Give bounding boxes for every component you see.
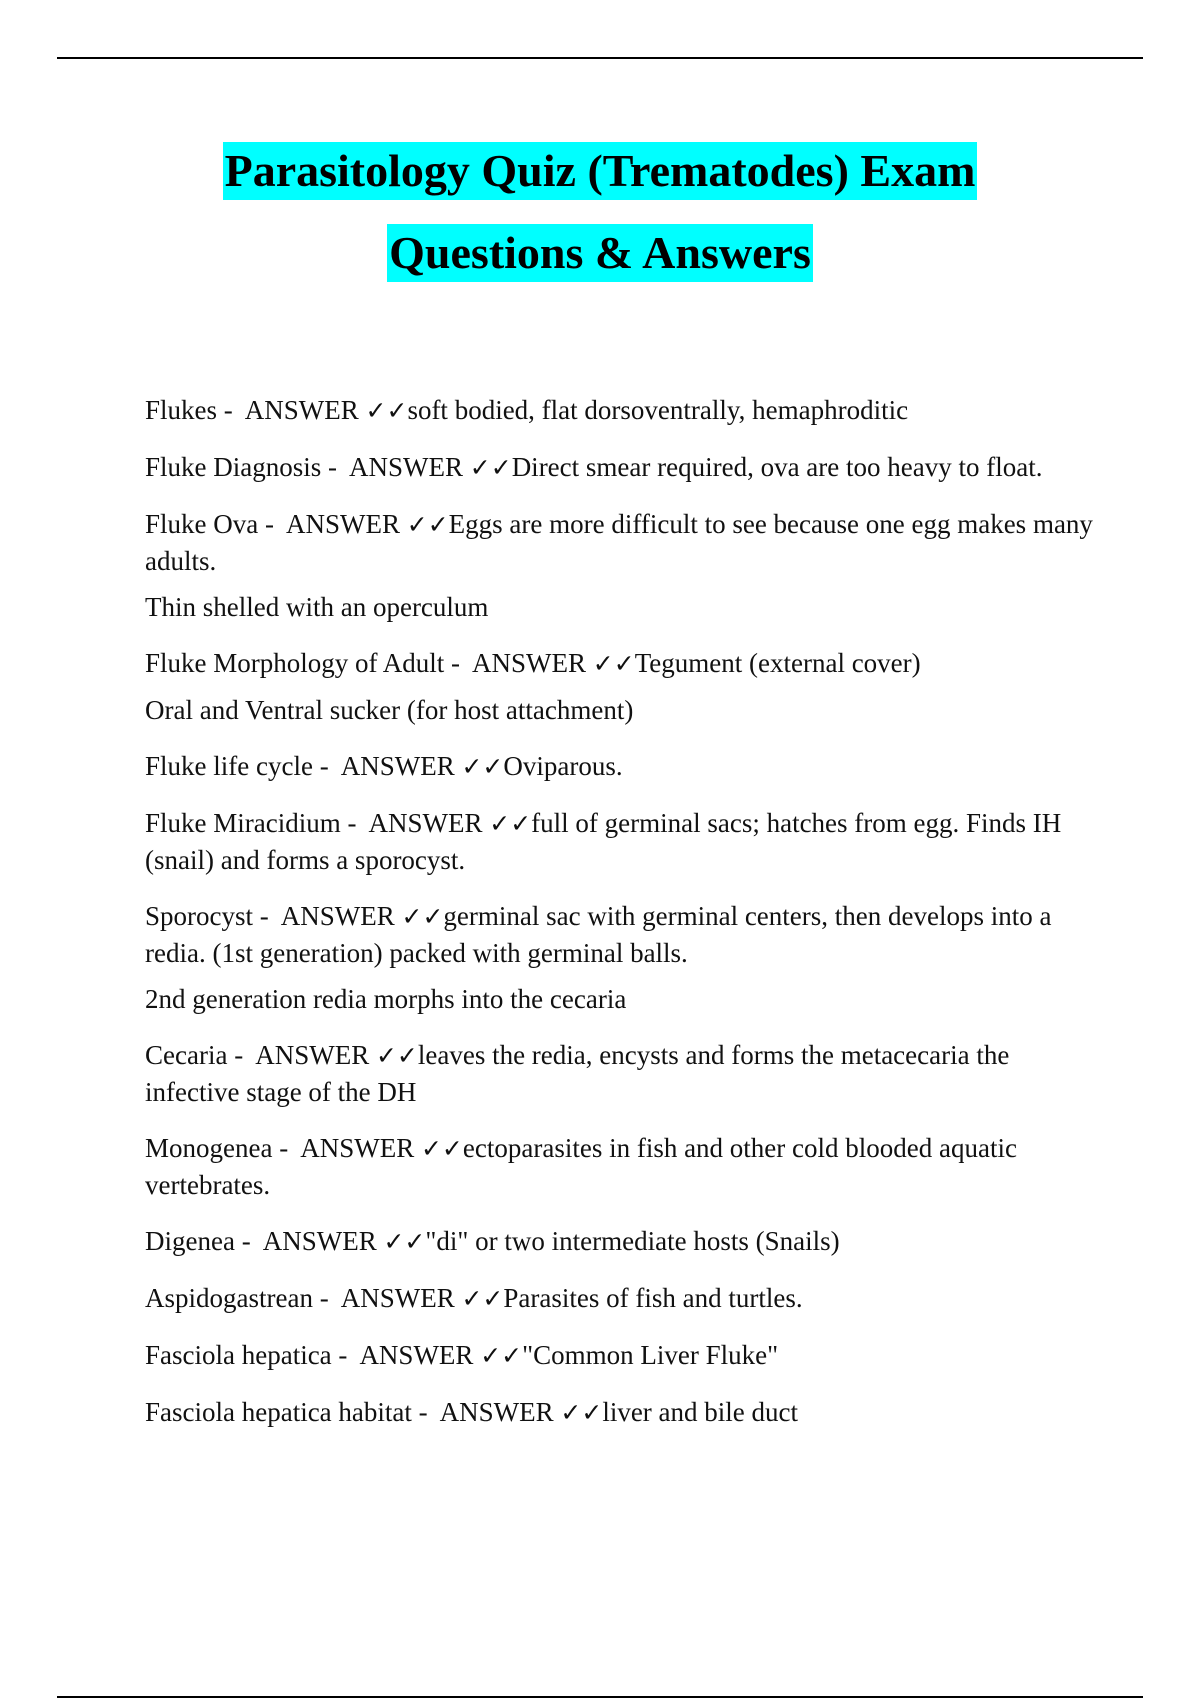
check-mark-icon: ✓✓: [375, 1041, 418, 1070]
check-mark-icon: ✓✓: [461, 752, 504, 781]
qa-term: Fluke life cycle: [145, 751, 313, 781]
check-mark-icon: ✓✓: [560, 1398, 603, 1427]
check-mark-icon: ✓✓: [592, 649, 635, 678]
answer-label: ANSWER: [262, 1226, 377, 1256]
check-mark-icon: ✓✓: [489, 809, 532, 838]
check-mark-icon: ✓✓: [401, 902, 444, 931]
qa-item: Fluke Ova - ANSWER ✓✓Eggs are more difficult to see because one egg makes many adults.: [145, 509, 1093, 576]
qa-term: Fluke Ova: [145, 509, 259, 539]
title-line-2: Questions & Answers: [387, 224, 813, 282]
qa-item: Digenea - ANSWER ✓✓"di" or two intermediate hosts (Snails): [145, 1226, 840, 1256]
qa-term: Sporocyst: [145, 901, 253, 931]
qa-term: Cecaria: [145, 1040, 228, 1070]
document-title: [0, 142, 1200, 306]
qa-answer: liver and bile duct: [602, 1397, 798, 1427]
answer-label: ANSWER: [368, 808, 483, 838]
qa-item: Fluke Miracidium - ANSWER ✓✓full of germinal sacs; hatches from egg. Finds IH (snail) and forms a sporocyst.: [145, 808, 1062, 875]
check-mark-icon: ✓✓: [420, 1134, 463, 1163]
qa-list: [145, 392, 1095, 1431]
qa-term: Flukes: [145, 395, 218, 425]
qa-item: Fasciola hepatica - ANSWER ✓✓"Common Liver Fluke": [145, 1340, 779, 1370]
qa-term: Fluke Diagnosis: [145, 452, 322, 482]
answer-label: ANSWER: [286, 509, 400, 539]
qa-answer: Parasites of fish and turtles.: [503, 1283, 803, 1313]
qa-note: 2nd generation redia morphs into the cecaria: [145, 984, 627, 1014]
qa-answer: germinal sac with germinal centers, then develops into a redia. (1st generation) packed with germinal balls.: [145, 901, 1052, 968]
check-mark-icon: ✓✓: [406, 510, 449, 539]
qa-term: Fasciola hepatica: [145, 1340, 332, 1370]
answer-label: ANSWER: [349, 452, 464, 482]
answer-label: ANSWER: [472, 648, 587, 678]
qa-answer: leaves the redia, encysts and forms the metacecaria the infective stage of the DH: [145, 1040, 1010, 1107]
qa-answer: soft bodied, flat dorsoventrally, hemaphroditic: [407, 395, 909, 425]
answer-label: ANSWER: [359, 1340, 474, 1370]
qa-answer: Eggs are more difficult to see because one egg makes many adults.: [145, 509, 1093, 576]
qa-term: Digenea: [145, 1226, 235, 1256]
qa-note: Thin shelled with an operculum: [145, 592, 489, 622]
qa-item: Sporocyst - ANSWER ✓✓germinal sac with germinal centers, then develops into a redia. (1st generation) packed with germinal balls.: [145, 901, 1052, 968]
answer-label: ANSWER: [300, 1133, 415, 1163]
qa-answer: ectoparasites in fish and other cold blooded aquatic vertebrates.: [145, 1133, 1017, 1200]
answer-label: ANSWER: [280, 901, 395, 931]
answer-label: ANSWER: [439, 1397, 554, 1427]
qa-item: Fluke life cycle - ANSWER ✓✓Oviparous.: [145, 751, 623, 781]
qa-item: Fluke Diagnosis - ANSWER ✓✓Direct smear required, ova are too heavy to float.: [145, 452, 1043, 482]
bottom-rule: [57, 1696, 1143, 1698]
check-mark-icon: ✓✓: [365, 396, 408, 425]
qa-answer: Oviparous.: [503, 751, 623, 781]
qa-term: Fasciola hepatica habitat: [145, 1397, 412, 1427]
check-mark-icon: ✓✓: [461, 1284, 504, 1313]
qa-answer: "di" or two intermediate hosts (Snails): [425, 1226, 840, 1256]
answer-label: ANSWER: [244, 395, 359, 425]
title-line-1: Parasitology Quiz (Trematodes) Exam: [223, 142, 978, 200]
qa-item: Fluke Morphology of Adult - ANSWER ✓✓Tegument (external cover): [145, 648, 921, 678]
check-mark-icon: ✓✓: [469, 453, 512, 482]
qa-term: Fluke Morphology of Adult: [145, 648, 445, 678]
qa-term: Fluke Miracidium: [145, 808, 341, 838]
qa-term: Aspidogastrean: [145, 1283, 313, 1313]
answer-label: ANSWER: [255, 1040, 370, 1070]
qa-answer: Tegument (external cover): [634, 648, 921, 678]
answer-label: ANSWER: [340, 751, 455, 781]
qa-answer: "Common Liver Fluke": [522, 1340, 779, 1370]
qa-item: Flukes - ANSWER ✓✓soft bodied, flat dorsoventrally, hemaphroditic: [145, 395, 909, 425]
check-mark-icon: ✓✓: [480, 1341, 523, 1370]
qa-item: Fasciola hepatica habitat - ANSWER ✓✓liver and bile duct: [145, 1397, 798, 1427]
check-mark-icon: ✓✓: [383, 1227, 426, 1256]
qa-item: Monogenea - ANSWER ✓✓ectoparasites in fish and other cold blooded aquatic vertebrates.: [145, 1133, 1017, 1200]
answer-label: ANSWER: [340, 1283, 455, 1313]
qa-item: Cecaria - ANSWER ✓✓leaves the redia, encysts and forms the metacecaria the infective stage of the DH: [145, 1040, 1010, 1107]
top-rule: [57, 57, 1143, 59]
qa-answer: Direct smear required, ova are too heavy to float.: [511, 452, 1043, 482]
qa-item: Aspidogastrean - ANSWER ✓✓Parasites of fish and turtles.: [145, 1283, 803, 1313]
qa-term: Monogenea: [145, 1133, 273, 1163]
qa-note: Oral and Ventral sucker (for host attachment): [145, 695, 634, 725]
qa-answer: full of germinal sacs; hatches from egg. Finds IH (snail) and forms a sporocyst.: [145, 808, 1062, 875]
